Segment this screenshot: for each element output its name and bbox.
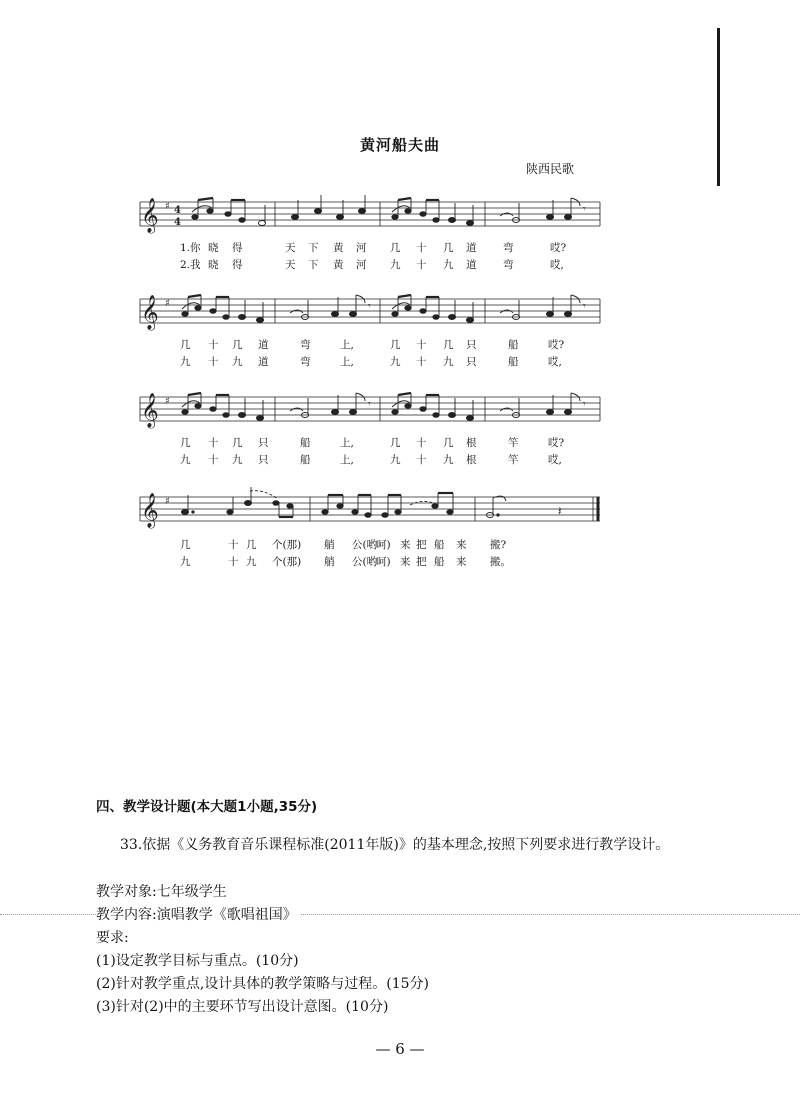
lyric-syllable: 九 — [443, 356, 454, 368]
lyric-syllable: 呵) — [376, 539, 391, 551]
lyric-syllable: 哎, — [548, 356, 562, 368]
lyric-syllable: 十 — [208, 454, 219, 466]
lyric-syllable: 十 — [416, 454, 427, 466]
lyric-syllable: 几 — [443, 437, 454, 449]
svg-text:𝄞: 𝄞 — [141, 295, 159, 330]
lyric-syllable: 几 — [180, 437, 191, 449]
lyric-syllable: 黄 — [333, 242, 344, 254]
lyric-syllable: 弯 — [300, 356, 311, 368]
lyric-syllable: 九 — [246, 556, 257, 568]
lyric-syllable: 来 — [456, 556, 467, 568]
lyric-syllable: 弯 — [300, 339, 311, 351]
lyric-syllable: 天 — [285, 259, 296, 271]
svg-text:♯: ♯ — [165, 396, 170, 407]
lyric-syllable: 下 — [308, 259, 319, 271]
lyric-syllable: 哎? — [550, 242, 567, 254]
lyric-syllable: 来 — [400, 539, 411, 551]
lyric-line-2-verse-1 — [140, 337, 600, 353]
song-title: 黄河船夫曲 — [359, 136, 440, 154]
lyric-syllable: 九 — [443, 259, 454, 271]
lyric-syllable: 几 — [232, 437, 243, 449]
music-staff-4 — [140, 485, 600, 535]
sharp-sign: ♯ — [165, 201, 170, 212]
page-number: — 6 — — [375, 1040, 425, 1058]
lyric-syllable: 九 — [180, 454, 191, 466]
lyric-syllable: 1.你 — [180, 242, 201, 254]
lyric-syllable: 哎? — [548, 437, 565, 449]
svg-text:𝄞: 𝄞 — [141, 393, 159, 428]
svg-text:𝄾: 𝄾 — [368, 301, 371, 312]
svg-text:𝄾: 𝄾 — [583, 301, 586, 312]
lyric-syllable: 几 — [232, 339, 243, 351]
lyric-syllable: 哎, — [550, 259, 564, 271]
song-origin: 陕西民歌 — [526, 162, 575, 176]
requirement-item: (1)设定教学目标与重点。(10分) — [96, 953, 299, 969]
requirement-item: (2)针对教学重点,设计具体的教学策略与过程。(15分) — [96, 976, 430, 992]
lyric-syllable: 几 — [390, 339, 401, 351]
lyric-syllable: 船 — [300, 454, 311, 466]
lyric-syllable: 哎, — [548, 454, 562, 466]
lyric-syllable: 只 — [258, 437, 269, 449]
lyric-syllable: 几 — [180, 339, 191, 351]
svg-text:♯: ♯ — [165, 496, 170, 507]
lyric-syllable: 几 — [246, 539, 257, 551]
lyric-syllable: 得 — [232, 242, 243, 254]
lyric-syllable: 只 — [466, 356, 477, 368]
lyric-syllable: 来 — [400, 556, 411, 568]
lyric-syllable: 几 — [443, 242, 454, 254]
lyric-syllable: 十 — [416, 356, 427, 368]
question-text: 33.依据《义务教育音乐课程标准(2011年版)》的基本理念,按照下列要求进行教学设计。 — [120, 837, 670, 853]
lyric-syllable: 竿 — [508, 437, 519, 449]
lyric-syllable: 十 — [208, 437, 219, 449]
lyric-syllable: 个(那) — [272, 556, 302, 568]
lyric-syllable: 道 — [466, 242, 477, 254]
lyric-syllable: 十 — [416, 259, 427, 271]
lyric-syllable: 上, — [340, 356, 354, 368]
lyric-syllable: 根 — [466, 437, 477, 449]
lyric-syllable: 公(哟 — [352, 556, 378, 568]
lyric-syllable: 来 — [456, 539, 467, 551]
lyric-line-4-verse-1 — [140, 537, 600, 553]
lyric-syllable: 呵) — [376, 556, 391, 568]
lyric-syllable: 几 — [180, 539, 191, 551]
lyric-syllable: 九 — [443, 454, 454, 466]
lyric-syllable: 上, — [340, 437, 354, 449]
lyric-syllable: 只 — [466, 339, 477, 351]
music-staff-3 — [140, 385, 600, 435]
lyric-syllable: 天 — [285, 242, 296, 254]
lyric-syllable: 十 — [228, 556, 239, 568]
lyric-syllable: 把 — [416, 556, 427, 568]
lyric-syllable: 只 — [258, 454, 269, 466]
lyric-syllable: 九 — [390, 356, 401, 368]
lyric-syllable: 公(哟 — [352, 539, 378, 551]
lyric-line-3-verse-1 — [140, 435, 600, 451]
lyric-syllable: 艄 — [324, 556, 335, 568]
lyric-syllable: 搬? — [490, 539, 507, 551]
lyric-syllable: 哎? — [548, 339, 565, 351]
lyric-syllable: 道 — [258, 339, 269, 351]
lyric-syllable: 下 — [308, 242, 319, 254]
lyric-syllable: 十 — [416, 339, 427, 351]
lyric-syllable: 几 — [390, 242, 401, 254]
lyric-line-1-verse-2 — [140, 257, 600, 273]
lyric-syllable: 十 — [416, 437, 427, 449]
lyric-syllable: 船 — [434, 556, 445, 568]
teaching-content: 教学内容:演唱教学《歌唱祖国》 — [96, 904, 301, 924]
time-signature-bottom: 4 — [174, 217, 181, 228]
lyric-syllable: 河 — [356, 259, 367, 271]
requirements-label: 要求: — [96, 930, 129, 946]
lyric-syllable: 个(那) — [272, 539, 302, 551]
lyric-syllable: 十 — [208, 356, 219, 368]
lyric-syllable: 船 — [508, 339, 519, 351]
lyric-syllable: 九 — [180, 356, 191, 368]
lyric-syllable: 十 — [416, 242, 427, 254]
lyric-syllable: 把 — [416, 539, 427, 551]
svg-text:𝄞: 𝄞 — [141, 493, 159, 528]
lyric-syllable: 艄 — [324, 539, 335, 551]
lyric-syllable: 九 — [180, 556, 191, 568]
lyric-syllable: 几 — [443, 339, 454, 351]
svg-text:𝄾: 𝄾 — [368, 399, 371, 410]
lyric-line-3-verse-2 — [140, 452, 600, 468]
lyric-syllable: 九 — [390, 454, 401, 466]
lyric-syllable: 十 — [228, 539, 239, 551]
lyric-syllable: 2.我 — [180, 259, 201, 271]
lyric-syllable: 九 — [390, 259, 401, 271]
lyric-line-2-verse-2 — [140, 354, 600, 370]
section-heading: 四、教学设计题(本大题1小题,35分) — [96, 799, 318, 815]
music-staff-2 — [140, 287, 600, 337]
lyric-syllable: 弯 — [503, 242, 514, 254]
svg-text:𝄽: 𝄽 — [558, 504, 562, 518]
lyric-syllable: 河 — [356, 242, 367, 254]
lyric-syllable: 黄 — [333, 259, 344, 271]
lyric-syllable: 船 — [434, 539, 445, 551]
lyric-syllable: 上, — [340, 454, 354, 466]
time-signature-top: 4 — [174, 205, 181, 216]
lyric-syllable: 搬。 — [490, 556, 511, 568]
svg-text:𝄾: 𝄾 — [583, 399, 586, 410]
svg-text:♯: ♯ — [165, 298, 170, 309]
treble-clef-icon: 𝄞 — [141, 198, 159, 233]
lyric-syllable: 得 — [232, 259, 243, 271]
lyric-syllable: 根 — [466, 454, 477, 466]
lyric-syllable: 几 — [390, 437, 401, 449]
lyric-syllable: 道 — [258, 356, 269, 368]
scan-edge-mark — [717, 28, 720, 186]
lyric-syllable: 竿 — [508, 454, 519, 466]
lyric-syllable: 九 — [232, 356, 243, 368]
lyric-syllable: 弯 — [503, 259, 514, 271]
lyric-syllable: 道 — [466, 259, 477, 271]
teaching-target: 教学对象:七年级学生 — [96, 884, 227, 900]
lyric-syllable: 船 — [300, 437, 311, 449]
svg-text:𝄾: 𝄾 — [583, 204, 586, 215]
lyric-line-4-verse-2 — [140, 554, 600, 570]
lyric-syllable: 晓 — [208, 242, 219, 254]
lyric-syllable: 九 — [232, 454, 243, 466]
lyric-syllable: 晓 — [208, 259, 219, 271]
requirement-item: (3)针对(2)中的主要环节写出设计意图。(10分) — [96, 999, 389, 1015]
lyric-syllable: 船 — [508, 356, 519, 368]
lyric-line-1-verse-1 — [140, 240, 600, 256]
music-staff-1 — [140, 190, 600, 240]
lyric-syllable: 十 — [208, 339, 219, 351]
lyric-syllable: 上, — [340, 339, 354, 351]
